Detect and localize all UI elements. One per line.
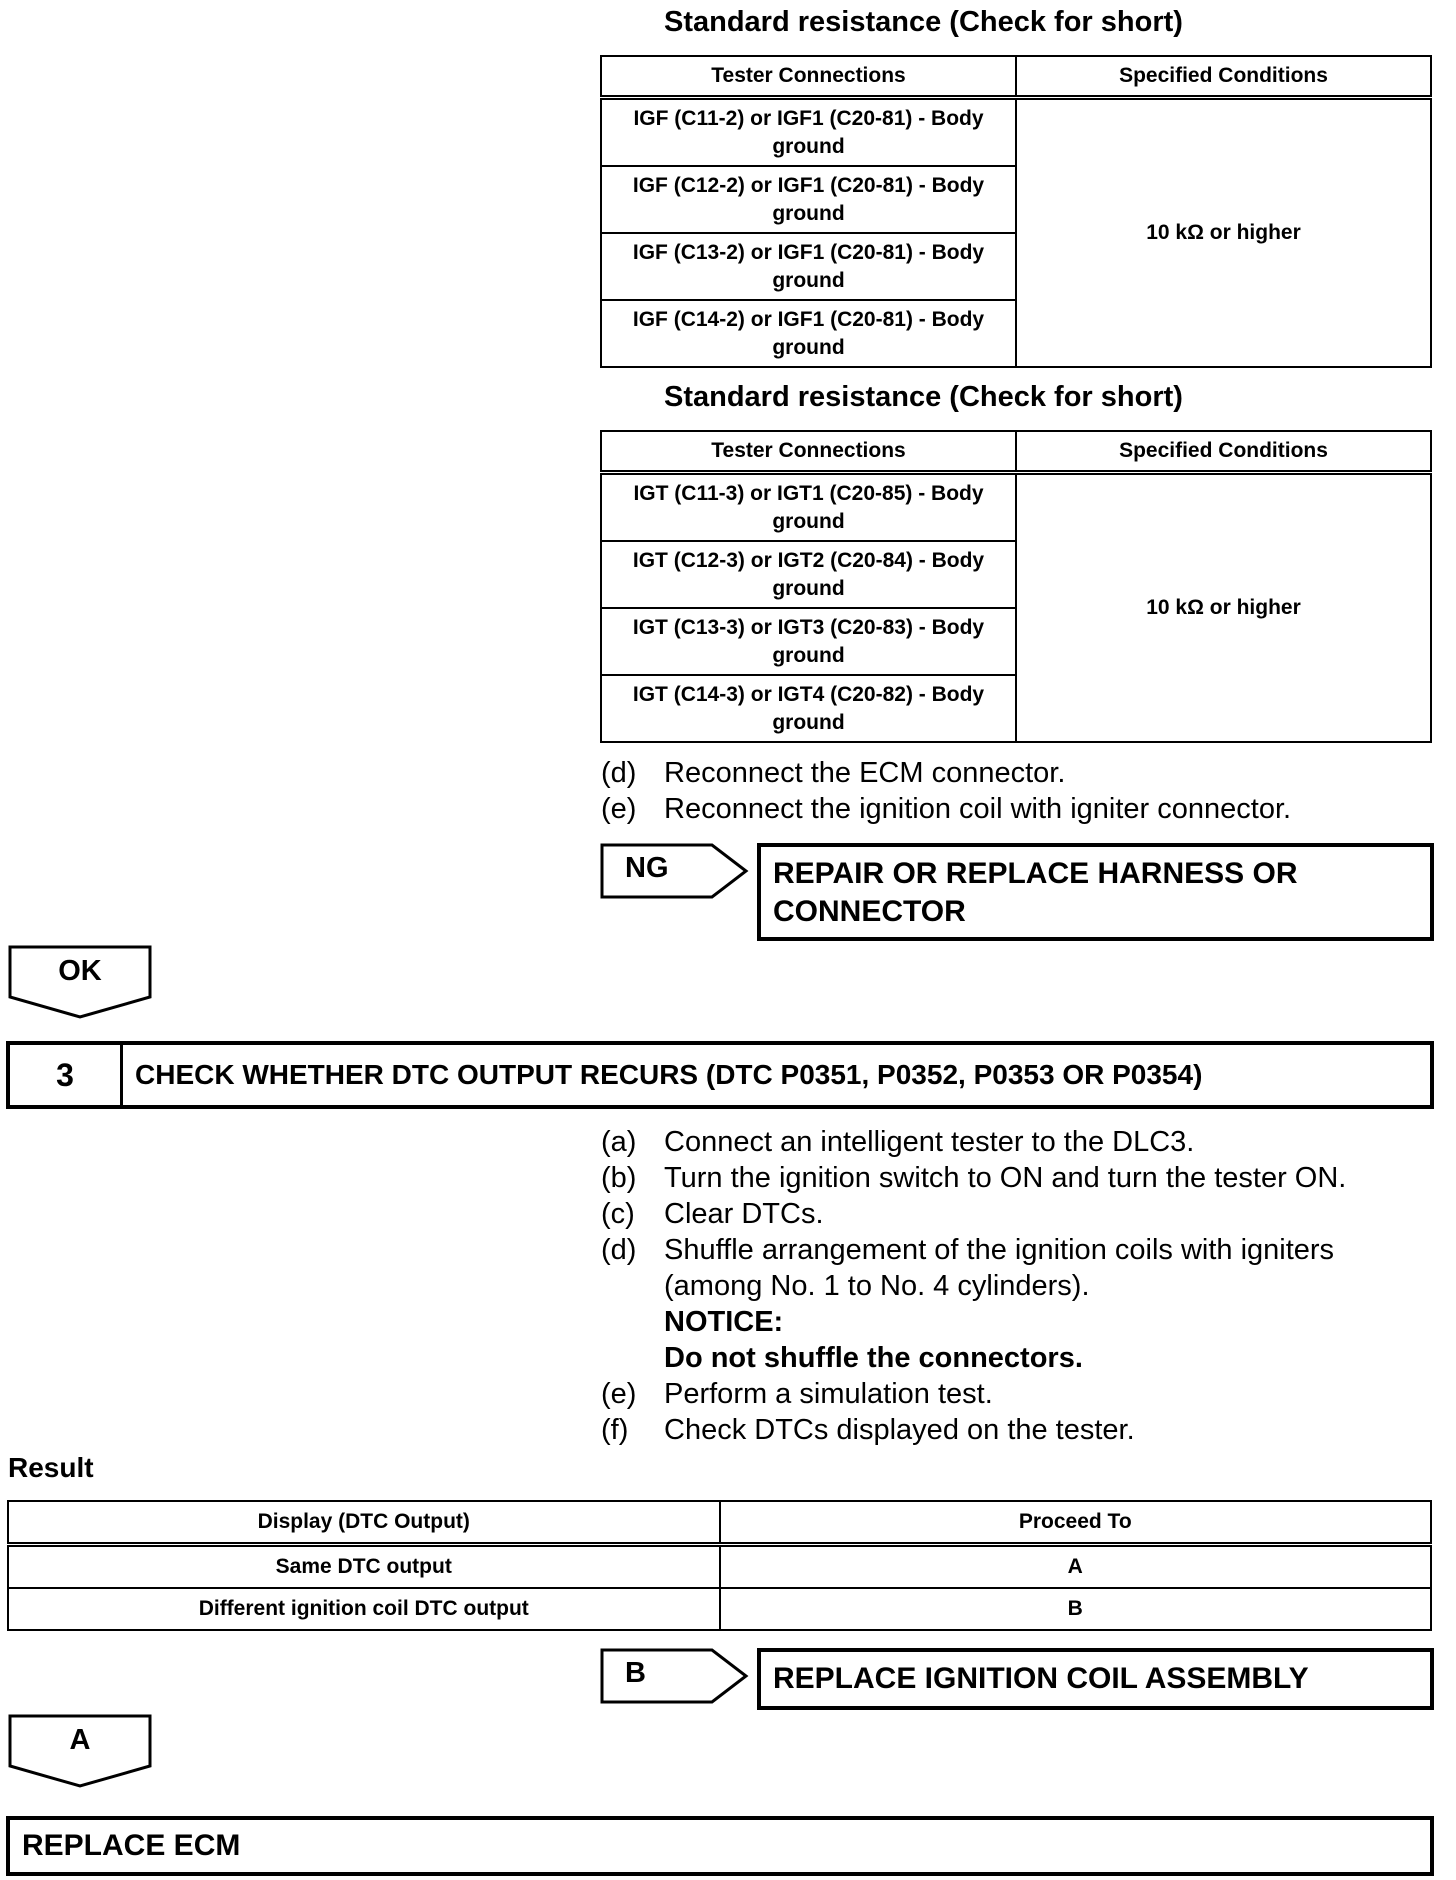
check-steps bbox=[601, 1124, 1421, 1448]
igt-header-conditions: Specified Conditions bbox=[1016, 431, 1431, 473]
b-label: B bbox=[625, 1657, 646, 1689]
igt-resistance-table bbox=[600, 430, 1432, 743]
step-label: (a) bbox=[601, 1126, 637, 1158]
step-item bbox=[601, 1160, 1421, 1196]
b-arrow-tag bbox=[600, 1648, 750, 1706]
step-text: Reconnect the ignition coil with igniter connector. bbox=[664, 793, 1292, 825]
step-item bbox=[601, 1196, 1421, 1232]
step-text: Turn the ignition switch to ON and turn the tester ON. bbox=[664, 1162, 1347, 1194]
step-item bbox=[601, 1412, 1421, 1448]
step-item bbox=[601, 1124, 1421, 1160]
step-label: (e) bbox=[601, 793, 637, 825]
igt-row-4: IGT (C14-3) or IGT4 (C20-82) - Body ground bbox=[601, 675, 1016, 742]
igf-row-1: IGF (C11-2) or IGF1 (C20-81) - Body ground bbox=[601, 98, 1016, 167]
result-header-proceed: Proceed To bbox=[720, 1501, 1432, 1545]
result-title: Result bbox=[8, 1452, 94, 1483]
ng-action-box bbox=[757, 843, 1434, 941]
igf-table-title: Standard resistance (Check for short) bbox=[664, 6, 1183, 38]
b-action-box bbox=[757, 1648, 1434, 1710]
step3-title: CHECK WHETHER DTC OUTPUT RECURS (DTC P0351, P0352, P0353 OR P0354) bbox=[135, 1059, 1203, 1090]
igt-row-2: IGT (C12-3) or IGT2 (C20-84) - Body ground bbox=[601, 541, 1016, 608]
step3-header bbox=[6, 1041, 1434, 1109]
step-text-body: Shuffle arrangement of the ignition coils with igniters (among No. 1 to No. 4 cylinders). bbox=[664, 1234, 1335, 1302]
igt-condition: 10 kΩ or higher bbox=[1016, 473, 1431, 743]
step3-number: 3 bbox=[10, 1045, 123, 1105]
result-cell: Different ignition coil DTC output bbox=[8, 1588, 720, 1630]
igf-condition: 10 kΩ or higher bbox=[1016, 98, 1431, 368]
notice-text: Do not shuffle the connectors. bbox=[664, 1342, 1083, 1374]
igt-table-title: Standard resistance (Check for short) bbox=[664, 381, 1183, 413]
ok-label: OK bbox=[58, 955, 102, 987]
result-cell: Same DTC output bbox=[8, 1545, 720, 1589]
step-text: Reconnect the ECM connector. bbox=[664, 757, 1066, 789]
final-action-box bbox=[6, 1816, 1434, 1876]
b-action-text: REPLACE IGNITION COIL ASSEMBLY bbox=[773, 1662, 1309, 1695]
step-label: (c) bbox=[601, 1198, 635, 1230]
step-text: Perform a simulation test. bbox=[664, 1378, 993, 1410]
step-text bbox=[664, 1232, 1421, 1376]
step-item bbox=[601, 755, 1421, 791]
step-item bbox=[601, 1376, 1421, 1412]
igt-row-1: IGT (C11-3) or IGT1 (C20-85) - Body ground bbox=[601, 473, 1016, 542]
final-action-text: REPLACE ECM bbox=[22, 1829, 241, 1862]
igf-row-4: IGF (C14-2) or IGF1 (C20-81) - Body ground bbox=[601, 300, 1016, 367]
igf-row-3: IGF (C13-2) or IGF1 (C20-81) - Body ground bbox=[601, 233, 1016, 300]
igf-header-connections: Tester Connections bbox=[601, 56, 1016, 98]
step-label: (d) bbox=[601, 1234, 637, 1266]
table-row bbox=[8, 1588, 1431, 1630]
step-label: (b) bbox=[601, 1162, 637, 1194]
ng-label: NG bbox=[625, 852, 669, 884]
result-table bbox=[7, 1500, 1432, 1631]
step-item bbox=[601, 791, 1421, 827]
result-cell: B bbox=[720, 1588, 1432, 1630]
step-text: Clear DTCs. bbox=[664, 1198, 824, 1230]
result-header-display: Display (DTC Output) bbox=[8, 1501, 720, 1545]
reconnect-steps bbox=[601, 755, 1421, 827]
igf-resistance-table bbox=[600, 55, 1432, 368]
step-text: Connect an intelligent tester to the DLC3. bbox=[664, 1126, 1195, 1158]
igf-header-conditions: Specified Conditions bbox=[1016, 56, 1431, 98]
result-cell: A bbox=[720, 1545, 1432, 1589]
step-item bbox=[601, 1232, 1421, 1376]
a-label: A bbox=[69, 1724, 91, 1756]
table-row bbox=[8, 1545, 1431, 1589]
igt-header-connections: Tester Connections bbox=[601, 431, 1016, 473]
ng-action-text: REPAIR OR REPLACE HARNESS OR CONNECTOR bbox=[773, 857, 1298, 928]
notice-title: NOTICE: bbox=[664, 1306, 784, 1338]
step-label: (e) bbox=[601, 1378, 637, 1410]
step-label: (f) bbox=[601, 1414, 629, 1446]
step-label: (d) bbox=[601, 757, 637, 789]
ng-arrow-tag bbox=[600, 843, 750, 901]
step-text: Check DTCs displayed on the tester. bbox=[664, 1414, 1135, 1446]
igt-row-3: IGT (C13-3) or IGT3 (C20-83) - Body ground bbox=[601, 608, 1016, 675]
igf-row-2: IGF (C12-2) or IGF1 (C20-81) - Body ground bbox=[601, 166, 1016, 233]
